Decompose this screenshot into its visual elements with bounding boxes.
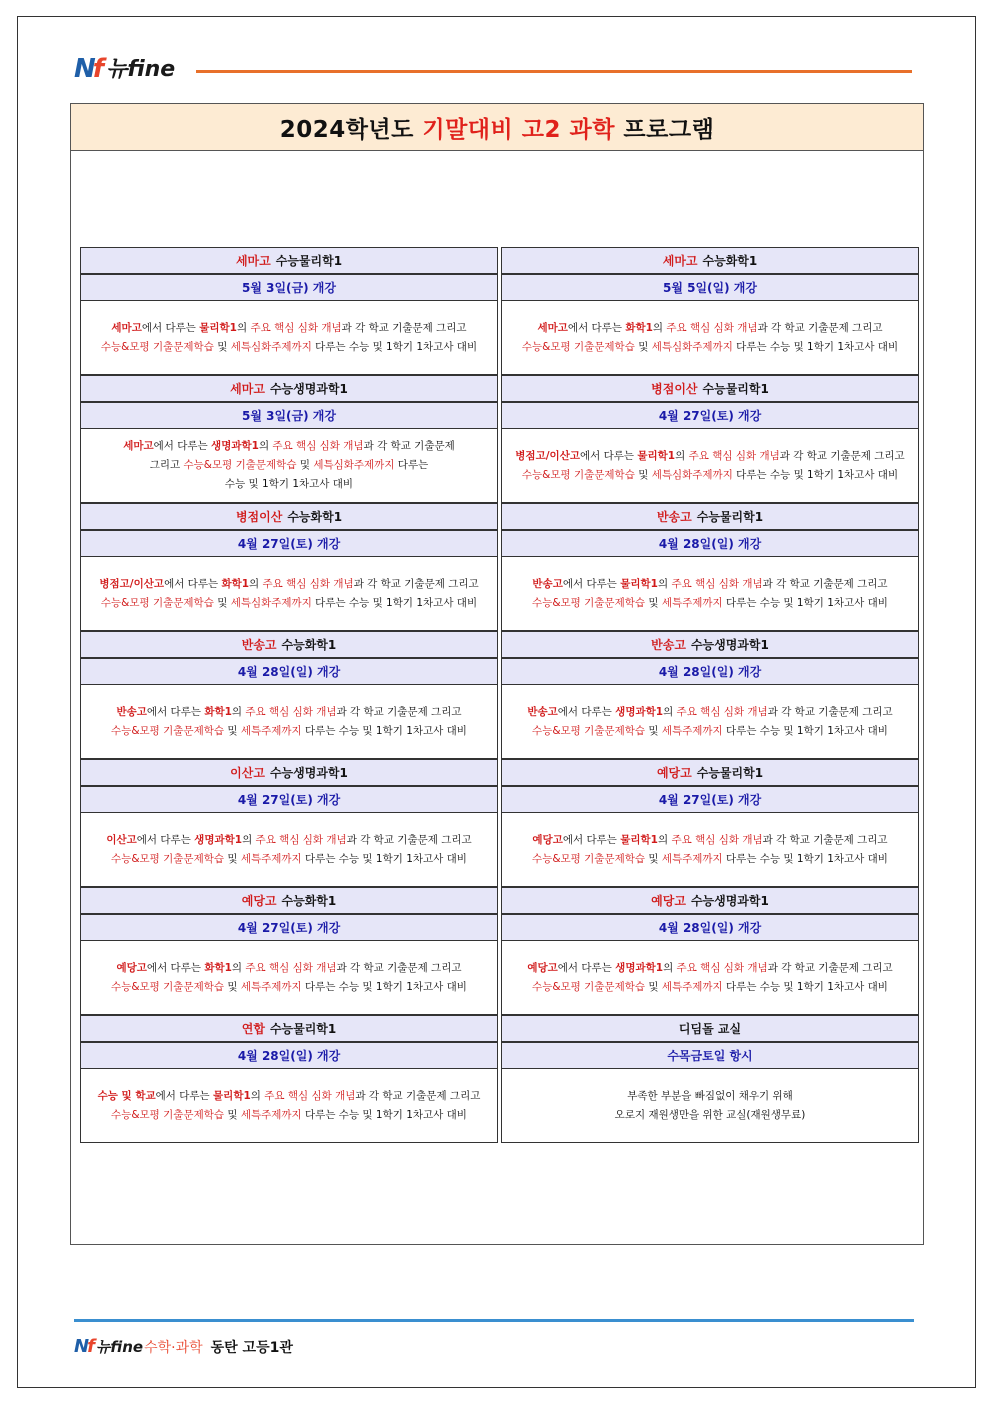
description-segment: 세특주제까지 xyxy=(240,852,302,865)
description-line xyxy=(101,338,477,357)
program-header xyxy=(501,759,919,813)
description-segment: 세마고 xyxy=(123,440,154,452)
school-name: 세마고 xyxy=(235,254,271,268)
description-segment: 세특주제까지 xyxy=(661,724,723,737)
description-segment: 수능&모평 기출문제학습 xyxy=(100,340,214,353)
description-segment: 주요 핵심 심화 개념 xyxy=(676,961,768,974)
start-date: 4월 27일(토) 개강 xyxy=(81,531,497,556)
program-description xyxy=(80,685,498,759)
school-name: 연합 xyxy=(241,1022,265,1036)
description-segment: 수능 및 학교 xyxy=(97,1089,156,1102)
program-header xyxy=(80,503,498,557)
description-segment: 과 각 학교 기출문제 그리고 xyxy=(346,833,472,846)
school-name: 반송고 xyxy=(651,638,686,652)
program-description xyxy=(80,941,498,1015)
subject-name: 수능물리학1 xyxy=(702,382,769,396)
description-segment: 및 xyxy=(645,980,662,993)
description-line xyxy=(532,978,888,997)
description-segment: 에서 다루는 xyxy=(164,577,222,590)
program-header xyxy=(80,631,498,685)
description-segment: 세특주제까지 xyxy=(240,980,302,993)
description-line xyxy=(106,831,471,850)
description-segment: 에서 다루는 xyxy=(579,449,638,462)
description-segment: 과 각 학교 기출문제 그리고 xyxy=(353,577,479,590)
description-segment: 에서 다루는 xyxy=(153,440,212,452)
description-segment: 의 xyxy=(242,833,256,846)
description-segment: 부족한 부분을 빠짐없이 채우기 위해 xyxy=(627,1089,793,1102)
footer-subtitle: 수학·과학 xyxy=(144,1339,203,1356)
description-segment: 수능&모평 기출문제학습 xyxy=(532,852,646,865)
description-segment: 다루는 수능 및 1학기 1차고사 대비 xyxy=(732,340,899,353)
program-description xyxy=(501,813,919,887)
description-segment: 세특주제까지 xyxy=(240,724,302,737)
footer-brand-name: 뉴fine xyxy=(95,1338,144,1356)
description-segment: 화학1 xyxy=(204,705,232,718)
description-line xyxy=(627,1087,793,1106)
start-date: 5월 3일(금) 개강 xyxy=(81,403,497,428)
description-segment: 다루는 수능 및 1학기 1차고사 대비 xyxy=(311,596,478,609)
description-line xyxy=(98,1087,481,1106)
description-segment: 다루는 xyxy=(394,459,429,471)
description-segment: 병점고/이산고 xyxy=(515,449,580,462)
description-segment: 수능&모평 기출문제학습 xyxy=(111,980,225,993)
school-name: 병점이산 xyxy=(235,510,283,524)
description-segment: 물리학1 xyxy=(620,577,658,590)
description-segment: 과 각 학교 기출문제 그리고 xyxy=(767,961,893,974)
description-line xyxy=(111,319,466,338)
program-header-row xyxy=(80,759,919,813)
program-name xyxy=(81,632,497,659)
description-segment: 의 xyxy=(663,961,677,974)
description-line xyxy=(532,850,888,869)
description-segment: 주요 핵심 심화 개념 xyxy=(245,961,337,974)
description-segment: 세특심화주제까지 xyxy=(313,459,395,471)
description-segment: 수능&모평 기출문제학습 xyxy=(100,596,214,609)
start-date: 4월 27일(토) 개강 xyxy=(502,787,918,812)
program-description xyxy=(80,301,498,375)
description-segment: 의 xyxy=(657,833,672,846)
description-segment: 에서 다루는 xyxy=(136,833,195,846)
start-date: 4월 28일(일) 개강 xyxy=(502,531,918,556)
description-segment: 주요 핵심 심화 개념 xyxy=(264,1089,356,1102)
program-header xyxy=(501,503,919,557)
school-name: 이산고 xyxy=(230,766,265,780)
school-name: 반송고 xyxy=(241,638,277,652)
description-line xyxy=(111,850,467,869)
description-segment: 의 xyxy=(249,577,263,590)
description-segment: 수능&모평 기출문제학습 xyxy=(111,724,225,737)
description-line xyxy=(615,1106,806,1125)
subject-name: 수능생명과학1 xyxy=(690,894,769,908)
program-header xyxy=(80,887,498,941)
school-name: 예당고 xyxy=(651,894,686,908)
subject-name: 수능생명과학1 xyxy=(690,638,769,652)
description-segment: 수능&모평 기출문제학습 xyxy=(532,596,646,609)
description-segment: 물리학1 xyxy=(637,449,676,462)
description-segment: 주요 핵심 심화 개념 xyxy=(688,449,780,462)
description-segment: 과 각 학교 기출문제 그리고 xyxy=(762,577,888,590)
description-segment: 오로지 재원생만을 위한 교실(재원생무료) xyxy=(614,1108,806,1121)
description-segment: 주요 핵심 심화 개념 xyxy=(250,321,342,334)
program-name xyxy=(502,1016,918,1043)
description-segment: 다루는 수능 및 1학기 1차고사 대비 xyxy=(301,1108,467,1121)
description-segment: 주요 핵심 심화 개념 xyxy=(671,833,763,846)
start-date: 4월 28일(일) 개강 xyxy=(502,659,918,684)
program-header xyxy=(80,247,498,301)
program-description xyxy=(501,1069,919,1143)
program-header xyxy=(80,375,498,429)
program-desc-row xyxy=(80,557,919,631)
program-desc-row xyxy=(80,941,919,1015)
description-line xyxy=(532,722,888,741)
description-segment: 및 xyxy=(213,340,231,353)
description-segment: 의 xyxy=(663,705,677,718)
program-description xyxy=(80,557,498,631)
school-name: 세마고 xyxy=(230,382,265,396)
subject-name: 디딤돌 교실 xyxy=(678,1022,742,1036)
description-segment: 반송고 xyxy=(116,705,147,718)
description-segment: 의 xyxy=(231,961,246,974)
description-line xyxy=(116,703,461,722)
description-segment: 수능&모평 기출문제학습 xyxy=(111,1108,225,1121)
description-segment: 세특심화주제까지 xyxy=(230,596,312,609)
description-segment: 및 xyxy=(213,596,231,609)
description-segment: 에서 다루는 xyxy=(146,961,205,974)
subject-name: 수능물리학1 xyxy=(269,1022,337,1036)
description-line xyxy=(532,831,887,850)
description-segment: 의 xyxy=(236,321,251,334)
program-name xyxy=(502,760,918,787)
header-divider xyxy=(196,70,912,73)
description-segment: 다루는 수능 및 1학기 1차고사 대비 xyxy=(722,724,888,737)
program-name xyxy=(502,888,918,915)
description-segment: 예당고 xyxy=(532,833,563,846)
description-segment: 및 xyxy=(296,459,314,471)
subject-name: 수능생명과학1 xyxy=(269,766,348,780)
description-segment: 및 xyxy=(645,724,662,737)
program-description xyxy=(80,429,498,503)
description-segment: 및 xyxy=(224,980,241,993)
description-segment: 그리고 xyxy=(149,459,184,471)
program-name xyxy=(502,376,918,403)
description-segment: 및 xyxy=(645,596,662,609)
description-segment: 수능&모평 기출문제학습 xyxy=(532,980,646,993)
description-segment: 의 xyxy=(675,449,689,462)
program-header-row xyxy=(80,375,919,429)
description-segment: 세특주제까지 xyxy=(240,1108,302,1121)
subject-name: 수능화학1 xyxy=(281,638,337,652)
description-segment: 및 xyxy=(634,468,652,481)
start-date: 4월 28일(일) 개강 xyxy=(502,915,918,940)
description-segment: 과 각 학교 기출문제 그리고 xyxy=(757,321,883,334)
footer-logo-icon: Nf xyxy=(74,1336,95,1357)
program-header xyxy=(501,887,919,941)
description-segment: 주요 핵심 심화 개념 xyxy=(676,705,768,718)
description-segment: 다루는 수능 및 1학기 1차고사 대비 xyxy=(722,852,888,865)
description-segment: 주요 핵심 심화 개념 xyxy=(666,321,758,334)
program-header xyxy=(501,247,919,301)
program-header-row xyxy=(80,887,919,941)
description-segment: 과 각 학교 기출문제 그리고 xyxy=(779,449,905,462)
description-segment: 화학1 xyxy=(221,577,250,590)
program-description xyxy=(80,1069,498,1143)
description-segment: 및 xyxy=(224,724,241,737)
subject-name: 수능물리학1 xyxy=(696,766,764,780)
description-segment: 생명과학1 xyxy=(211,440,259,452)
description-segment: 물리학1 xyxy=(213,1089,251,1102)
program-header xyxy=(80,759,498,813)
program-header-row xyxy=(80,503,919,557)
description-segment: 반송고 xyxy=(532,577,563,590)
start-date: 4월 27일(토) 개강 xyxy=(502,403,918,428)
program-box xyxy=(70,103,924,1245)
program-desc-row xyxy=(80,301,919,375)
program-header-row xyxy=(80,631,919,685)
description-segment: 예당고 xyxy=(527,961,558,974)
description-line xyxy=(111,1106,467,1125)
start-date: 5월 5일(일) 개강 xyxy=(502,275,918,300)
start-date: 수목금토일 항시 xyxy=(502,1043,918,1068)
description-segment: 다루는 수능 및 1학기 1차고사 대비 xyxy=(722,596,888,609)
description-segment: 화학1 xyxy=(204,961,232,974)
description-segment: 의 xyxy=(657,577,672,590)
description-segment: 에서 다루는 xyxy=(155,1089,214,1102)
program-name xyxy=(502,504,918,531)
page-title xyxy=(71,104,923,151)
description-segment: 물리학1 xyxy=(620,833,658,846)
logo-mark-icon: Nf xyxy=(74,54,105,84)
description-segment: 수능&모평 기출문제학습 xyxy=(532,724,646,737)
description-line xyxy=(527,703,892,722)
start-date: 5월 3일(금) 개강 xyxy=(81,275,497,300)
school-name: 예당고 xyxy=(656,766,692,780)
description-segment: 세특주제까지 xyxy=(661,852,723,865)
title-suffix: 프로그램 xyxy=(614,116,715,143)
description-line xyxy=(99,575,478,594)
description-segment: 세마고 xyxy=(537,321,568,334)
start-date: 4월 28일(일) 개강 xyxy=(81,1043,497,1068)
description-segment: 생명과학1 xyxy=(194,833,243,846)
description-line xyxy=(150,456,429,475)
description-segment: 다루는 수능 및 1학기 1차고사 대비 xyxy=(722,980,888,993)
description-segment: 및 xyxy=(634,340,652,353)
description-segment: 생명과학1 xyxy=(615,961,664,974)
description-segment: 및 xyxy=(645,852,662,865)
program-name xyxy=(81,376,497,403)
program-name xyxy=(502,632,918,659)
description-segment: 세특심화주제까지 xyxy=(651,340,733,353)
description-segment: 에서 다루는 xyxy=(141,321,200,334)
description-segment: 수능 및 1학기 1차고사 대비 xyxy=(224,478,354,490)
footer xyxy=(74,1336,293,1357)
program-header xyxy=(501,631,919,685)
description-segment: 다루는 수능 및 1학기 1차고사 대비 xyxy=(311,340,478,353)
title-accent: 기말대비 고2 과학 xyxy=(422,116,615,143)
description-segment: 이산고 xyxy=(106,833,137,846)
description-segment: 수능&모평 기출문제학습 xyxy=(183,459,297,471)
subject-name: 수능물리학1 xyxy=(275,254,343,268)
description-segment: 의 xyxy=(652,321,667,334)
program-header-row xyxy=(80,1015,919,1069)
program-desc-row xyxy=(80,813,919,887)
description-segment: 과 각 학교 기출문제 그리고 xyxy=(762,833,888,846)
description-segment: 의 xyxy=(258,440,273,452)
description-line xyxy=(116,959,461,978)
description-segment: 병점고/이산고 xyxy=(99,577,165,590)
description-segment: 과 각 학교 기출문제 그리고 xyxy=(341,321,467,334)
start-date: 4월 27일(토) 개강 xyxy=(81,915,497,940)
program-name xyxy=(502,248,918,275)
description-segment: 과 각 학교 기출문제 xyxy=(363,440,455,452)
description-line xyxy=(123,437,455,456)
description-line xyxy=(532,594,888,613)
description-segment: 과 각 학교 기출문제 그리고 xyxy=(336,961,462,974)
description-segment: 화학1 xyxy=(625,321,653,334)
program-name xyxy=(81,1016,497,1043)
description-line xyxy=(225,475,353,494)
subject-name: 수능물리학1 xyxy=(696,510,764,524)
description-line xyxy=(515,447,904,466)
description-line xyxy=(532,575,887,594)
subject-name: 수능화학1 xyxy=(287,510,343,524)
program-header xyxy=(501,1015,919,1069)
description-segment: 물리학1 xyxy=(199,321,237,334)
brand-name: 뉴fine xyxy=(106,57,176,82)
description-segment: 세특주제까지 xyxy=(661,596,723,609)
description-segment: 주요 핵심 심화 개념 xyxy=(262,577,354,590)
description-segment: 및 xyxy=(224,1108,241,1121)
description-segment: 의 xyxy=(231,705,246,718)
description-segment: 에서 다루는 xyxy=(567,321,626,334)
footer-branch: 동탄 고등1관 xyxy=(210,1339,293,1356)
description-line xyxy=(537,319,882,338)
description-segment: 예당고 xyxy=(116,961,147,974)
description-segment: 반송고 xyxy=(527,705,558,718)
school-name: 병점이산 xyxy=(651,382,698,396)
program-header-row xyxy=(80,247,919,301)
school-name: 예당고 xyxy=(241,894,277,908)
description-segment: 과 각 학교 기출문제 그리고 xyxy=(355,1089,481,1102)
description-segment: 세특심화주제까지 xyxy=(230,340,312,353)
program-desc-row xyxy=(80,429,919,503)
description-segment: 세마고 xyxy=(111,321,142,334)
subject-name: 수능화학1 xyxy=(281,894,337,908)
program-desc-row xyxy=(80,685,919,759)
school-name: 반송고 xyxy=(656,510,692,524)
program-header xyxy=(80,1015,498,1069)
description-segment: 에서 다루는 xyxy=(557,705,616,718)
start-date: 4월 27일(토) 개강 xyxy=(81,787,497,812)
description-segment: 과 각 학교 기출문제 그리고 xyxy=(767,705,893,718)
subject-name: 수능화학1 xyxy=(702,254,758,268)
school-name: 세마고 xyxy=(662,254,698,268)
program-name xyxy=(81,760,497,787)
description-segment: 과 각 학교 기출문제 그리고 xyxy=(336,705,462,718)
description-segment: 수능&모평 기출문제학습 xyxy=(521,468,635,481)
program-grid xyxy=(80,247,919,1143)
description-segment: 주요 핵심 심화 개념 xyxy=(255,833,347,846)
description-segment: 다루는 수능 및 1학기 1차고사 대비 xyxy=(732,468,899,481)
title-prefix: 2024학년도 xyxy=(279,116,423,143)
description-line xyxy=(111,978,467,997)
program-description xyxy=(501,429,919,503)
description-segment: 생명과학1 xyxy=(615,705,664,718)
description-segment: 세특주제까지 xyxy=(661,980,723,993)
description-segment: 세특심화주제까지 xyxy=(651,468,733,481)
description-segment: 및 xyxy=(224,852,241,865)
subject-name: 수능생명과학1 xyxy=(269,382,348,396)
description-line xyxy=(527,959,892,978)
description-line xyxy=(111,722,467,741)
description-segment: 에서 다루는 xyxy=(562,833,621,846)
description-segment: 주요 핵심 심화 개념 xyxy=(272,440,364,452)
program-name xyxy=(81,248,497,275)
program-description xyxy=(80,813,498,887)
description-segment: 다루는 수능 및 1학기 1차고사 대비 xyxy=(301,852,467,865)
description-segment: 다루는 수능 및 1학기 1차고사 대비 xyxy=(301,980,467,993)
description-segment: 에서 다루는 xyxy=(146,705,205,718)
description-segment: 주요 핵심 심화 개념 xyxy=(671,577,763,590)
description-segment: 다루는 수능 및 1학기 1차고사 대비 xyxy=(301,724,467,737)
program-description xyxy=(501,941,919,1015)
description-segment: 의 xyxy=(250,1089,265,1102)
description-segment: 수능&모평 기출문제학습 xyxy=(521,340,635,353)
description-segment: 주요 핵심 심화 개념 xyxy=(245,705,337,718)
program-description xyxy=(501,685,919,759)
description-segment: 에서 다루는 xyxy=(562,577,621,590)
start-date: 4월 28일(일) 개강 xyxy=(81,659,497,684)
description-segment: 에서 다루는 xyxy=(557,961,616,974)
program-description xyxy=(501,557,919,631)
description-segment: 수능&모평 기출문제학습 xyxy=(111,852,225,865)
description-line xyxy=(522,338,898,357)
program-desc-row xyxy=(80,1069,919,1143)
footer-divider xyxy=(74,1319,914,1322)
program-description xyxy=(501,301,919,375)
program-header xyxy=(501,375,919,429)
description-line xyxy=(101,594,477,613)
description-line xyxy=(522,466,898,485)
program-name xyxy=(81,888,497,915)
program-name xyxy=(81,504,497,531)
brand-logo xyxy=(74,50,175,82)
